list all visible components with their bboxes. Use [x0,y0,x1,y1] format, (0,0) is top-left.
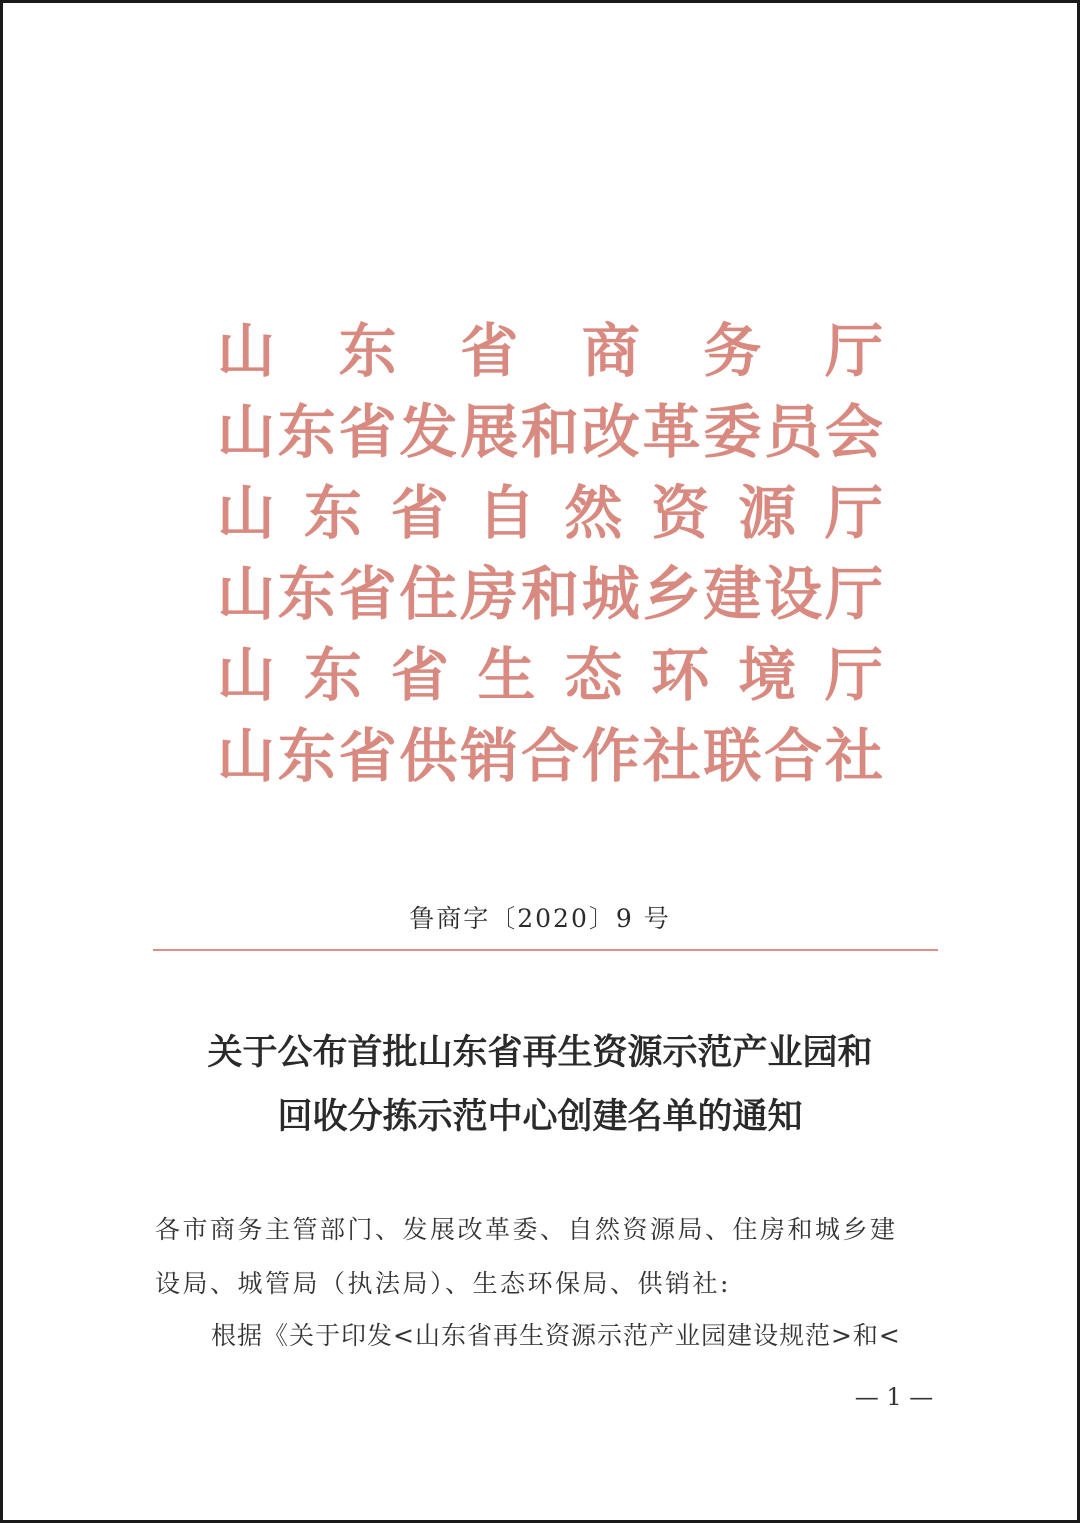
issuer-char: 东 [303,479,362,547]
issuer-char: 建 [703,560,762,628]
issuer-char: 省 [338,398,397,466]
issuer-char: 和 [520,560,579,628]
issuer-char: 商 [581,317,640,385]
document-title [3,1021,1077,1149]
issuer-char: 东 [277,722,336,790]
issuer-char: 社 [824,722,883,790]
document-number: 鲁商字〔2020〕9 号 [409,904,671,933]
issuer-char: 山 [217,479,276,547]
title-line: 关于公布首批山东省再生资源示范产业园和 [207,1033,873,1073]
issuing-agencies [217,311,883,797]
title-line: 回收分拣示范中心创建名单的通知 [277,1097,803,1137]
issuer-char: 房 [460,560,519,628]
issuer-line [217,554,883,635]
salutation-line: 设局、城管局（执法局）、生态环保局、供销社: [155,1269,731,1298]
issuer-char: 员 [764,398,823,466]
issuer-char: 革 [642,398,701,466]
issuer-char: 务 [703,317,762,385]
issuer-char: 改 [581,398,640,466]
issuer-char: 销 [460,722,519,790]
issuer-char: 山 [217,560,276,628]
issuer-char: 联 [703,722,762,790]
issuer-char: 资 [651,479,710,547]
issuer-char: 合 [764,722,823,790]
issuer-char: 会 [824,398,883,466]
issuer-char: 发 [399,398,458,466]
issuer-line [217,392,883,473]
issuer-char: 社 [642,722,701,790]
issuer-char: 环 [651,641,710,709]
issuer-line [217,311,883,392]
issuer-char: 东 [277,398,336,466]
issuer-char: 东 [303,641,362,709]
issuer-char: 作 [581,722,640,790]
issuer-char: 源 [738,479,797,547]
issuer-char: 委 [703,398,762,466]
body-paragraph: 根据《关于印发<山东省再生资源示范产业园建设规范>和< [211,1321,901,1350]
issuer-char: 省 [390,641,449,709]
issuer-char: 然 [564,479,623,547]
issuer-char: 省 [460,317,519,385]
issuer-char: 山 [217,722,276,790]
issuer-char: 省 [390,479,449,547]
issuer-char: 厅 [824,560,883,628]
issuer-char: 住 [399,560,458,628]
issuer-char: 省 [338,560,397,628]
issuer-char: 态 [564,641,623,709]
issuer-line [217,473,883,554]
issuer-char: 生 [477,641,536,709]
issuer-char: 山 [217,641,276,709]
salutation [155,1203,939,1311]
issuer-char: 合 [520,722,579,790]
issuer-char: 省 [338,722,397,790]
issuer-char: 和 [520,398,579,466]
issuer-char: 山 [217,317,276,385]
issuer-char: 供 [399,722,458,790]
issuer-char: 乡 [642,560,701,628]
issuer-char: 境 [738,641,797,709]
red-separator-line [153,949,938,951]
issuer-char: 厅 [824,641,883,709]
issuer-char: 展 [460,398,519,466]
issuer-char: 东 [277,560,336,628]
salutation-line: 各市商务主管部门、发展改革委、自然资源局、住房和城乡建 [155,1215,898,1244]
issuer-char: 山 [217,398,276,466]
issuer-char: 东 [338,317,397,385]
issuer-line [217,716,883,797]
issuer-char: 厅 [824,479,883,547]
page-number: — 1 — [854,1383,934,1411]
issuer-line [217,635,883,716]
issuer-char: 自 [477,479,536,547]
issuer-char: 城 [581,560,640,628]
issuer-char: 厅 [824,317,883,385]
issuer-char: 设 [764,560,823,628]
